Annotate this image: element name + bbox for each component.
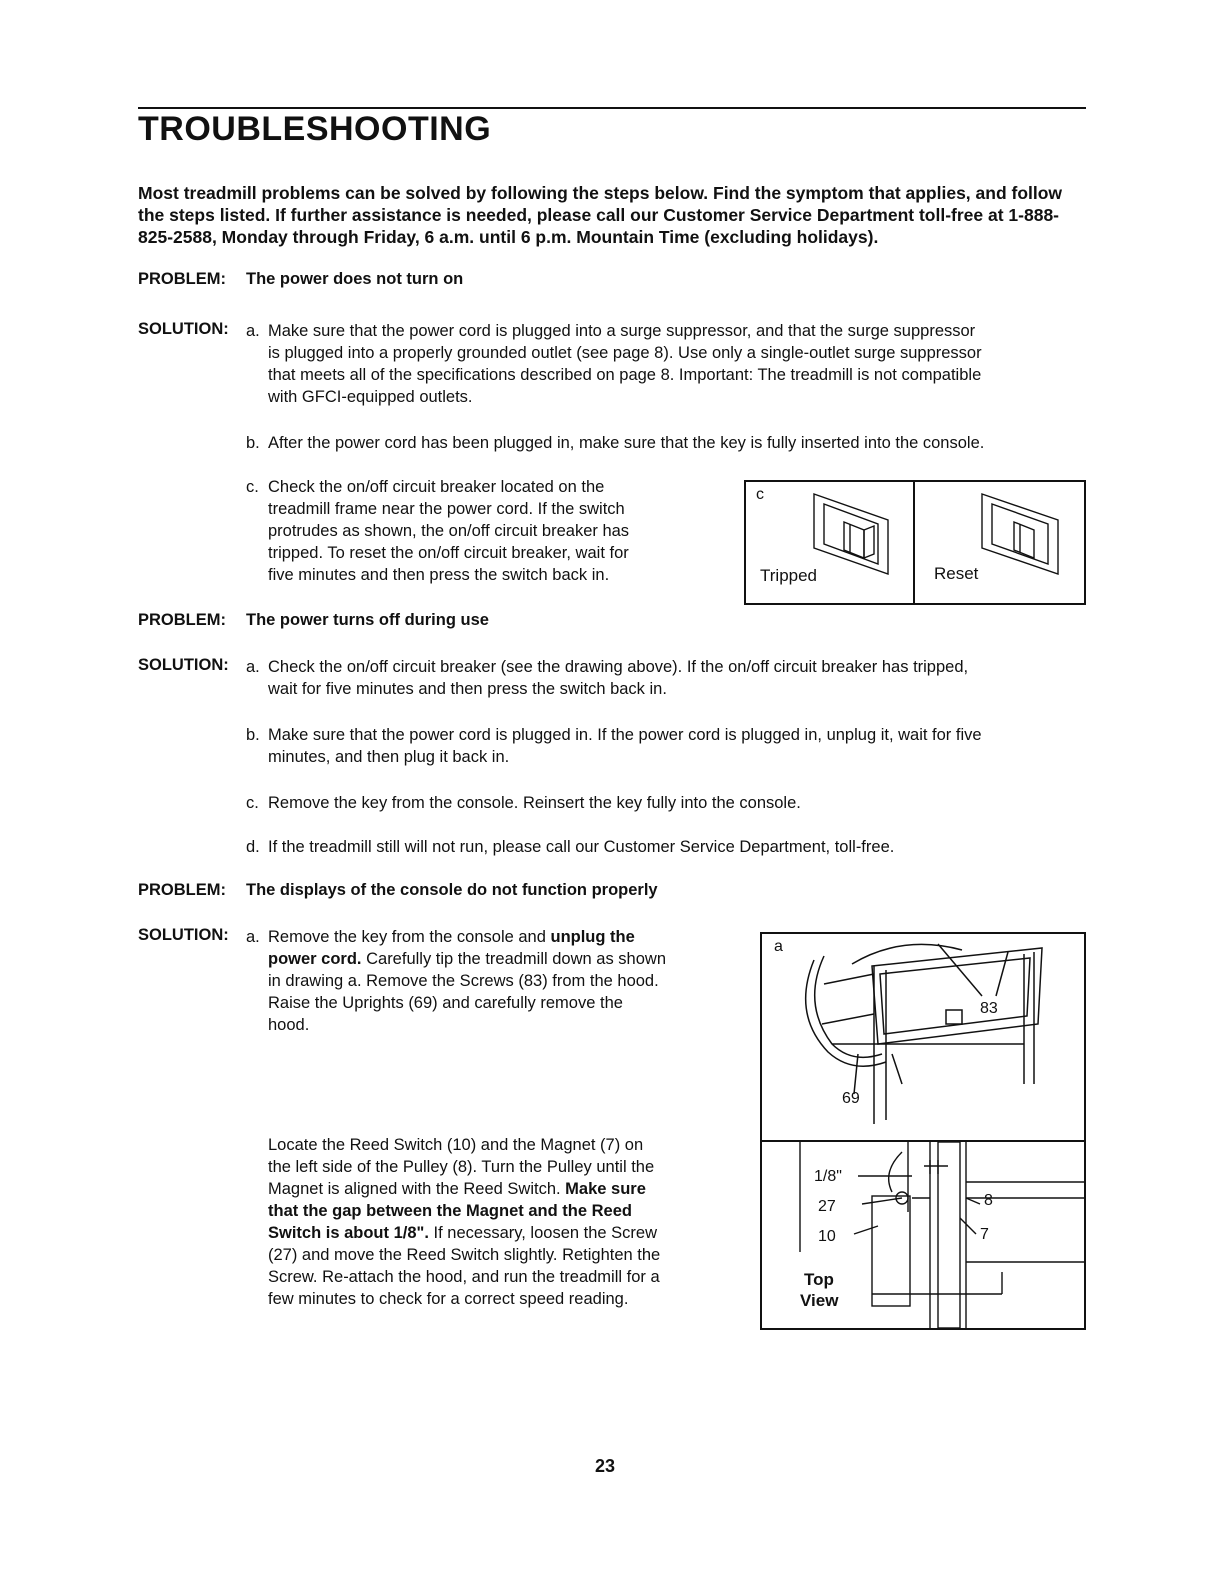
- callout-69: 69: [842, 1090, 860, 1107]
- problem-1-text: The power does not turn on: [246, 270, 464, 288]
- solution-label-3: SOLUTION:: [138, 926, 229, 944]
- callout-7: 7: [980, 1226, 989, 1243]
- top-view-label-view: View: [800, 1291, 839, 1310]
- callout-27: 27: [818, 1198, 836, 1215]
- figure-letter-a: a: [774, 938, 783, 955]
- title-rule: [138, 107, 1086, 109]
- hood-figure: [760, 932, 1086, 1330]
- problem-label: PROBLEM:: [138, 270, 226, 288]
- callout-10: 10: [818, 1228, 836, 1245]
- tripped-label: Tripped: [760, 566, 818, 585]
- top-view-label-top: Top: [804, 1270, 834, 1289]
- breaker-switch-drawings: [746, 482, 1084, 603]
- page-number: 23: [594, 1456, 616, 1476]
- reed-switch-paragraph: Locate the Reed Switch (10) and the Magnet (7) on the left side of the Pulley (8). Turn the Pulley until the Magnet is aligned with the Reed Switch. Make sure that the gap between the Magnet and the Reed Switch is about 1/8". If necessary, loosen the Screw (27) and move the Reed Switch slightly. Retighten the Screw. Re-attach the hood, and run the treadmill for a few minutes to check for a correct speed reading.: [268, 1136, 661, 1308]
- reset-label: Reset: [934, 564, 979, 583]
- reset-switch-icon: [982, 494, 1058, 574]
- tripped-switch-icon: [814, 494, 888, 574]
- problem-1: [138, 270, 463, 289]
- tipped-treadmill-drawing: [762, 934, 1084, 1140]
- problem-3-text: The displays of the console do not function properly: [246, 881, 658, 899]
- page-title: TROUBLESHOOTING: [138, 110, 492, 148]
- callout-8: 8: [984, 1192, 993, 1209]
- problem-2-text: The power turns off during use: [246, 611, 489, 629]
- callout-83: 83: [980, 1000, 998, 1017]
- solution-label-1: SOLUTION:: [138, 320, 229, 338]
- solution-label-2: SOLUTION:: [138, 656, 229, 674]
- problem-2: PROBLEM: The power turns off during use: [138, 611, 489, 629]
- breaker-figure: [744, 480, 1086, 605]
- gap-callout: 1/8": [814, 1168, 842, 1185]
- problem-3: PROBLEM: The displays of the console do not function properly: [138, 881, 658, 899]
- figure-letter-c: c: [756, 486, 764, 503]
- intro-paragraph: Most treadmill problems can be solved by following the steps below. Find the symptom that applies, and follow the steps listed. If further assistance is needed, please call our Customer Service Department toll-free at 1-888-825-2588, Monday through Friday, 6 a.m. until 6 p.m. Mountain Time (excluding holidays).: [138, 183, 1063, 247]
- top-view-drawing: [762, 1142, 1084, 1328]
